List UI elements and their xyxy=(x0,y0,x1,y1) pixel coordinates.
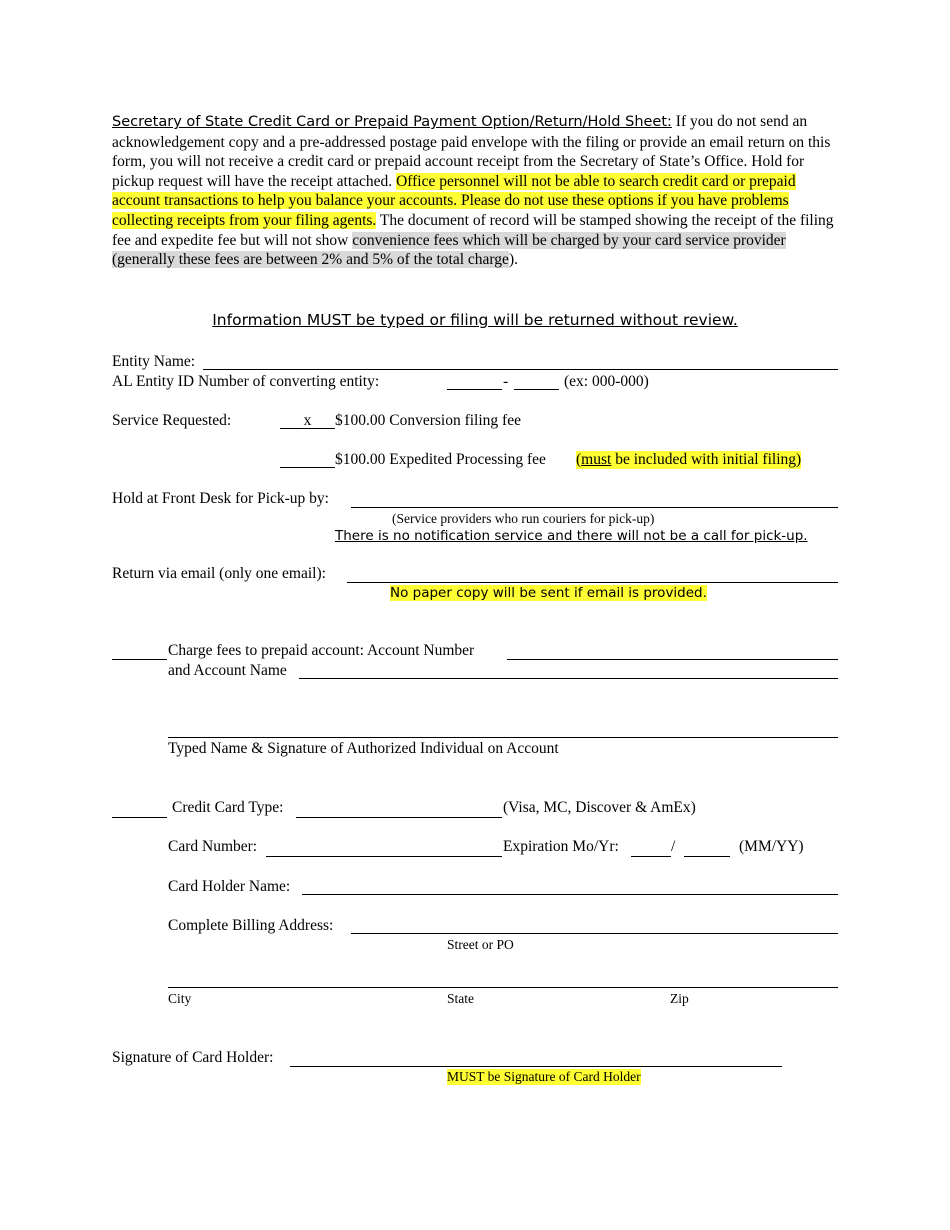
entity-name-field[interactable] xyxy=(203,369,838,370)
card-number-field[interactable] xyxy=(266,856,502,857)
credit-card-select-field[interactable] xyxy=(112,817,167,818)
account-name-field[interactable] xyxy=(299,678,838,679)
billing-address-label: Complete Billing Address: xyxy=(168,917,334,934)
authorized-signature-caption: Typed Name & Signature of Authorized Individual on Account xyxy=(168,740,559,757)
expiration-hint: (MM/YY) xyxy=(739,838,804,855)
intro-text-mid: The document of record will be stamped showing the receipt of the filing fee and expedite fee but will not show xyxy=(112,211,834,249)
expiration-slash: / xyxy=(671,838,676,855)
conversion-fee-mark: x xyxy=(303,412,312,429)
entity-id-part1-field[interactable] xyxy=(447,389,502,390)
hold-field[interactable] xyxy=(351,507,838,508)
card-type-field[interactable] xyxy=(296,817,502,818)
card-holder-label: Card Holder Name: xyxy=(168,878,291,895)
account-name-label: and Account Name xyxy=(168,662,287,679)
state-caption: State xyxy=(447,991,474,1006)
expedite-note-must: must xyxy=(581,451,612,468)
prepaid-select-field[interactable] xyxy=(112,659,167,660)
prepaid-label: Charge fees to prepaid account: Account Number xyxy=(168,642,475,659)
zip-caption: Zip xyxy=(670,991,689,1006)
expiration-label: Expiration Mo/Yr: xyxy=(503,838,619,855)
entity-id-dash: - xyxy=(503,373,509,390)
conversion-fee-label: $100.00 Conversion filing fee xyxy=(335,412,521,429)
card-holder-signature-field[interactable] xyxy=(290,1066,782,1067)
authorized-signature-field[interactable] xyxy=(168,737,838,738)
billing-city-state-zip-field[interactable] xyxy=(168,987,838,988)
account-number-field[interactable] xyxy=(507,659,838,660)
card-number-label: Card Number: xyxy=(168,838,258,855)
expedite-note-rest: be included with initial filing) xyxy=(611,451,802,468)
street-caption: Street or PO xyxy=(447,937,514,952)
intro-paragraph xyxy=(112,112,840,270)
entity-id-part2-field[interactable] xyxy=(514,389,559,390)
card-type-hint: (Visa, MC, Discover & AmEx) xyxy=(503,799,696,816)
intro-text-end: ). xyxy=(508,251,518,269)
expedite-note-open: ( xyxy=(576,451,582,468)
city-caption: City xyxy=(168,991,192,1006)
email-field[interactable] xyxy=(347,582,838,583)
billing-street-field[interactable] xyxy=(351,933,838,934)
entity-id-example: (ex: 000-000) xyxy=(564,373,649,390)
hold-label: Hold at Front Desk for Pick-up by: xyxy=(112,490,329,507)
intro-highlight-text: Office personnel will not be able to search credit card or prepaid account transactions to help you balance your accounts. Please do not use these options if you have problems collecting receipts from your filing agents. xyxy=(112,172,796,229)
entity-name-label: Entity Name: xyxy=(112,353,196,370)
service-requested-label: Service Requested: xyxy=(112,412,232,429)
hold-sub-caption: (Service providers who run couriers for pick-up) xyxy=(392,511,655,526)
email-notice: No paper copy will be sent if email is provided. xyxy=(390,585,707,601)
card-type-label: Credit Card Type: xyxy=(172,799,284,816)
intro-text: If you do not send an acknowledgement copy and a pre-addressed postage paid envelope with the filing or provide an email return on this form, you will not receive a credit card or prepaid account receipt from the Secretary of State’s Office. Hold for pickup request will have the receipt attached. xyxy=(112,113,831,190)
card-holder-signature-label: Signature of Card Holder: xyxy=(112,1049,274,1066)
signature-note: MUST be Signature of Card Holder xyxy=(447,1069,641,1084)
typed-notice: Information MUST be typed or filing will be returned without review. xyxy=(212,311,738,329)
entity-id-label: AL Entity ID Number of converting entity: xyxy=(112,373,380,390)
expiration-year-field[interactable] xyxy=(684,856,730,857)
card-holder-field[interactable] xyxy=(302,894,838,895)
expedite-fee-note xyxy=(576,451,801,469)
intro-gray-text: convenience fees which will be charged by your card service provider (generally these fees are between 2% and 5% of the total charge xyxy=(112,231,786,269)
expiration-month-field[interactable] xyxy=(631,856,671,857)
expedite-fee-field[interactable] xyxy=(280,467,335,468)
expedite-fee-label: $100.00 Expedited Processing fee xyxy=(335,451,546,468)
hold-notice: There is no notification service and there will not be a call for pick-up. xyxy=(335,528,808,544)
email-label: Return via email (only one email): xyxy=(112,565,326,582)
intro-heading: Secretary of State Credit Card or Prepaid Payment Option/Return/Hold Sheet: xyxy=(112,114,672,130)
